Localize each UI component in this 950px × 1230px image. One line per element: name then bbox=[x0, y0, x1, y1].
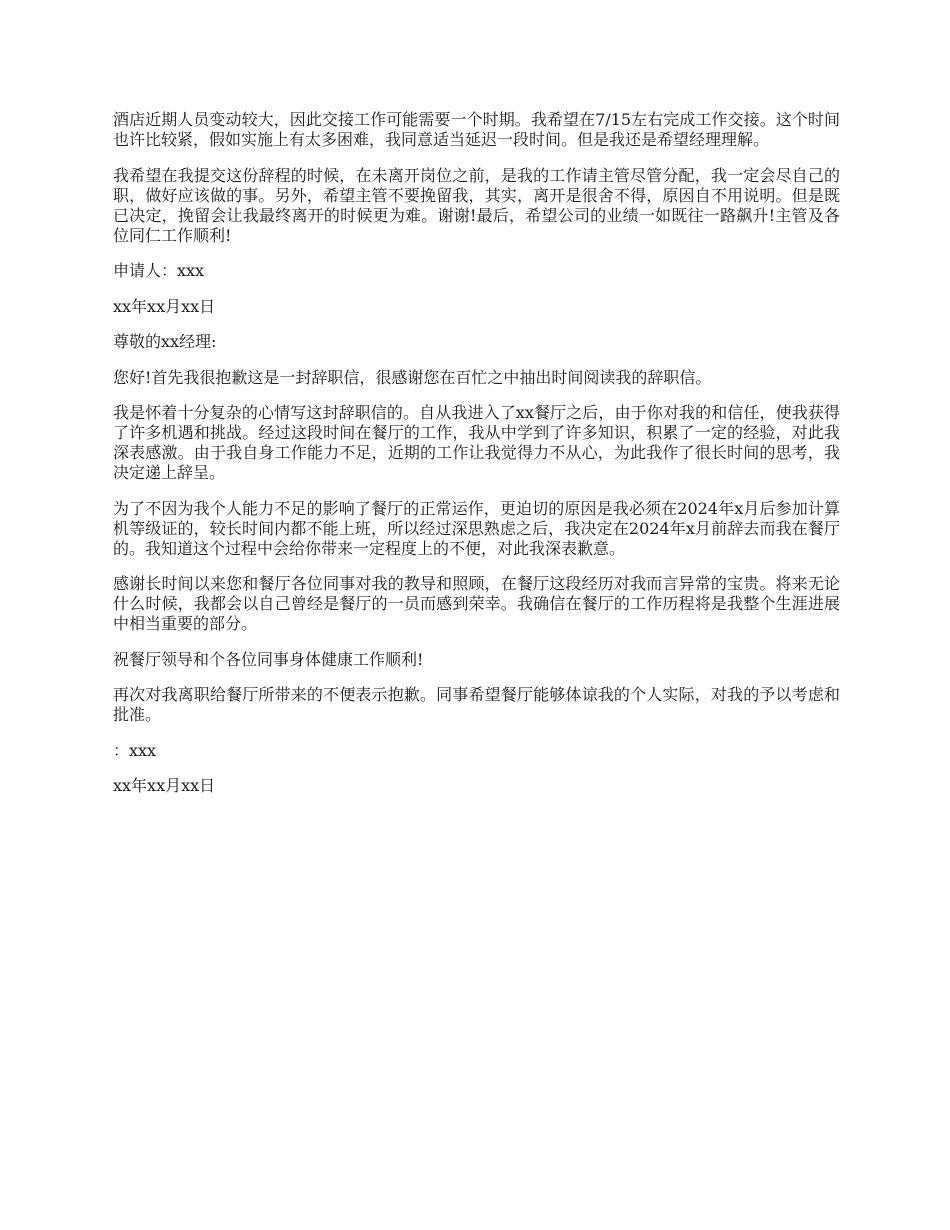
signature-date: xx年xx月xx日 bbox=[113, 296, 216, 316]
paragraph-greeting: 您好!首先我很抱歉这是一封辞职信，很感谢您在百忙之中抽出时间阅读我的辞职信。 bbox=[113, 367, 712, 387]
closing-signature: ：xxx bbox=[113, 740, 157, 760]
paragraph-wishes: 祝餐厅领导和个各位同事身体健康工作顺利! bbox=[113, 649, 424, 669]
salutation: 尊敬的xx经理: bbox=[113, 332, 217, 351]
paragraph-apology: 再次对我离职给餐厅所带来的不便表示抱歉。同事希望餐厅能够体谅我的个人实际，对我的予以考虑和批准。 bbox=[113, 685, 840, 724]
paragraph-commitment: 我希望在我提交这份辞程的时候，在未离开岗位之前，是我的工作请主管尽管分配，我一定会尽自己的职，做好应该做的事。另外，希望主管不要挽留我，其实，离开是很舍不得，原因自不用说明。但是既已决定，挽留会让我最终离开的时候更为难。谢谢!最后，希望公司的业绩一如既往一路飙升!主管及各位同仁工作顺利! bbox=[113, 165, 840, 245]
paragraph-thanks: 感谢长时间以来您和餐厅各位同事对我的教导和照顾，在餐厅这段经历对我而言异常的宝贵。将来无论什么时候，我都会以自己曾经是餐厅的一员而感到荣幸。我确信在餐厅的工作历程将是我整个生涯进展中相当重要的部分。 bbox=[113, 574, 840, 633]
document-body bbox=[113, 110, 840, 812]
closing-date: xx年xx月xx日 bbox=[113, 776, 216, 795]
paragraph-reason: 我是怀着十分复杂的心情写这封辞职信的。自从我进入了xx餐厅之后，由于你对我的和信任，使我获得了许多机遇和挑战。经过这段时间在餐厅的工作，我从中学到了许多知识，积累了一定的经验，对此我深表感激。由于我自身工作能力不足，近期的工作让我觉得力不从心，为此我作了很长时间的思考，我决定递上辞呈。 bbox=[113, 403, 840, 482]
paragraph-plan: 为了不因为我个人能力不足的影响了餐厅的正常运作，更迫切的原因是我必须在2024年x月后参加计算机等级证的，较长时间内都不能上班，所以经过深思熟虑之后，我决定在2024年x月前辞去而我在餐厅的。我知道这个过程中会给你带来一定程度上的不便，对此我深表歉意。 bbox=[113, 498, 840, 558]
paragraph-handover: 酒店近期人员变动较大，因此交接工作可能需要一个时期。我希望在7/15左右完成工作交接。这个时间也许比较紧，假如实施上有太多困难，我同意适当延迟一段时间。但是我还是希望经理理解。 bbox=[113, 110, 840, 149]
applicant-signature: 申请人：xxx bbox=[113, 261, 205, 280]
